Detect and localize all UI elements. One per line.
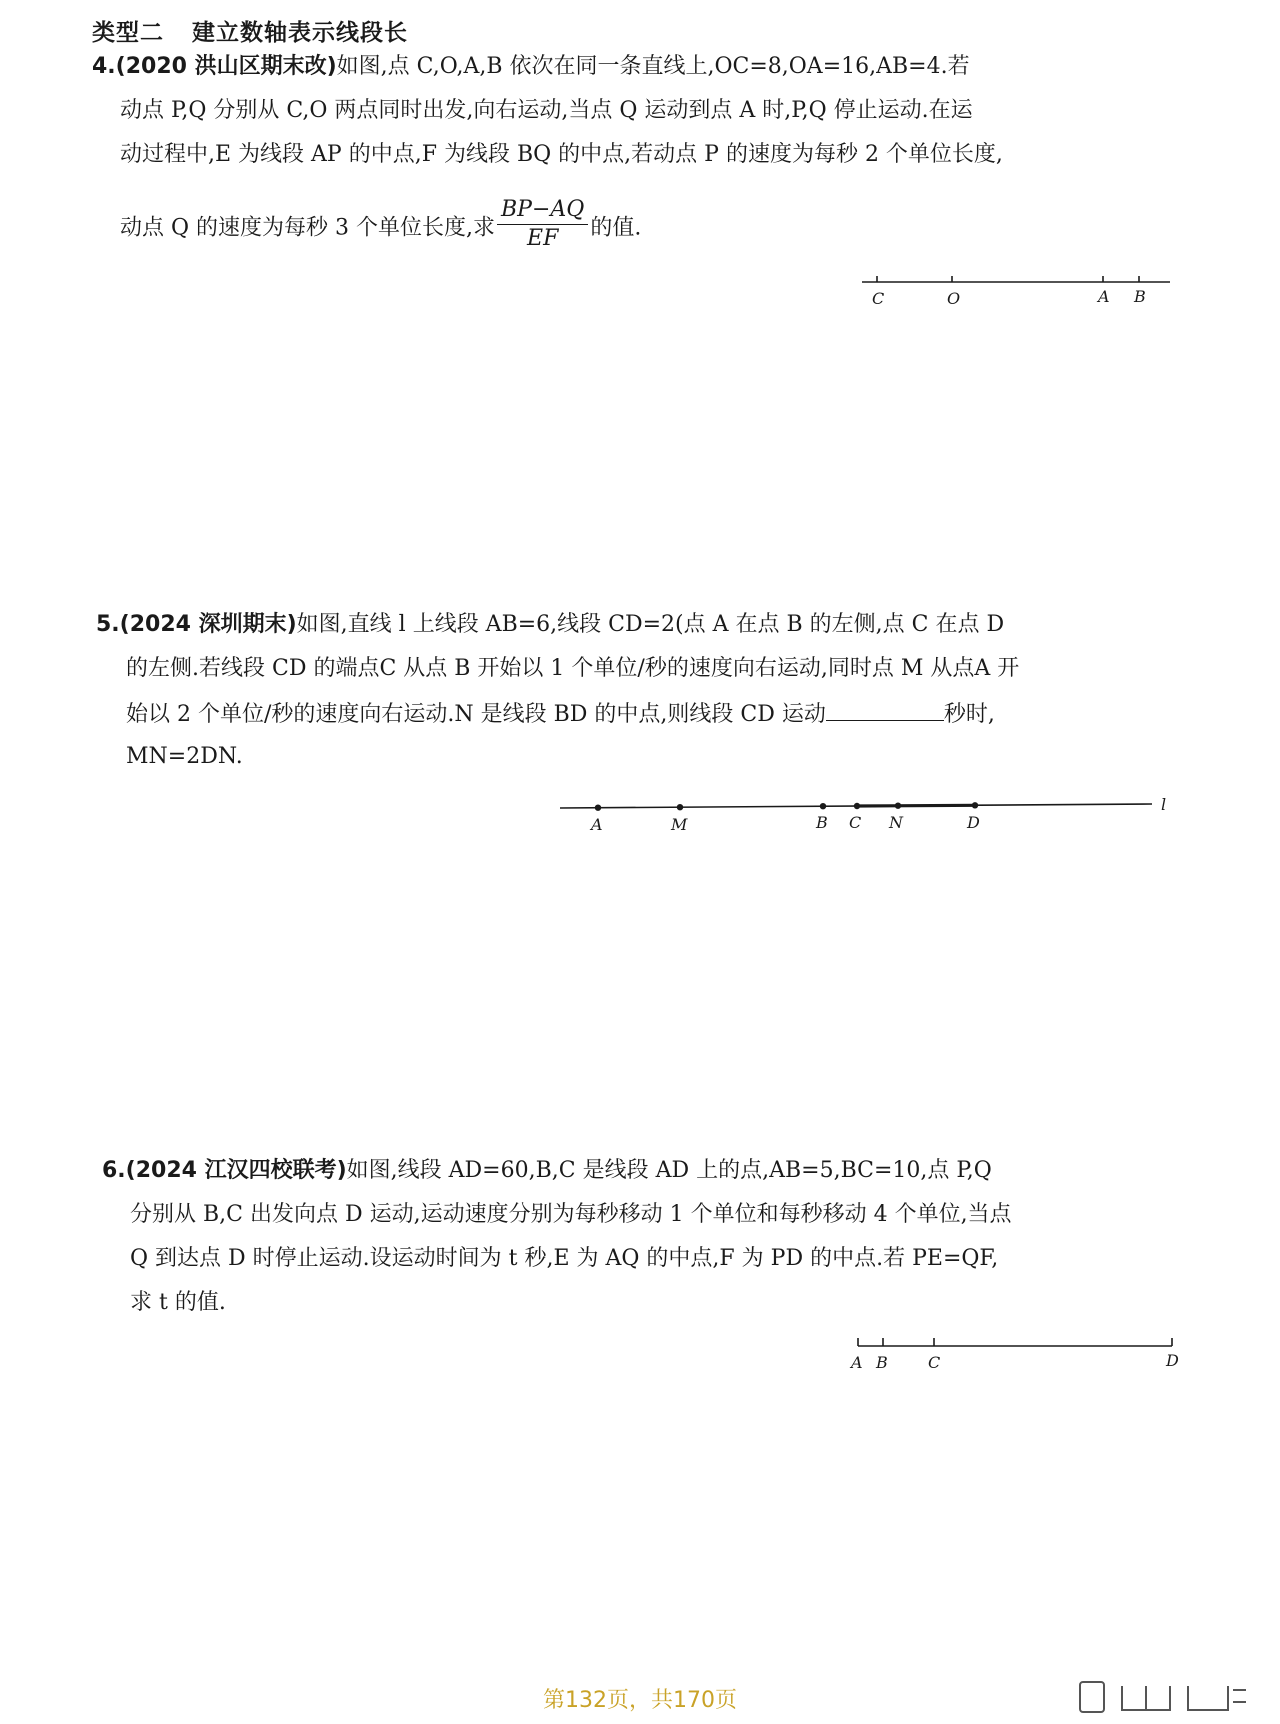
q5-label-n: N [889,813,903,832]
q6-source: (2024 江汉四校联考) [125,1158,347,1183]
q5-label-b: B [816,813,828,832]
q4-number: 4. [92,54,116,79]
two-page-icon[interactable] [1122,1686,1170,1710]
q5-source: (2024 深圳期末) [119,612,297,637]
q5-segment-cd [857,805,975,806]
q5-line-1 [96,610,1004,640]
q4-fraction [497,196,588,253]
q6-label-c: C [928,1353,941,1372]
q6-text-3: Q 到达点 D 时停止运动.设运动时间为 t 秒,E 为 AQ 的中点,F 为 PD 的中点.若 PE=QF, [130,1246,999,1271]
q5-label-c: C [849,813,862,832]
q4-source: (2020 洪山区期末改) [115,54,337,79]
q5-text-3-end: 秒时, [943,702,995,727]
q4-fraction-numerator: BP−AQ [497,196,588,225]
q5-point-b [820,803,826,809]
q4-text-3: 动过程中,E 为线段 AP 的中点,F 为线段 BQ 的中点,若动点 P 的速度为每秒 2 个单位长度, [120,142,1003,167]
q5-point-a [595,805,601,811]
q6-label-a: A [851,1353,863,1372]
scroll-mode-icon[interactable] [1188,1686,1246,1710]
q4-fraction-denominator: EF [527,226,559,251]
q5-number: 5. [96,612,120,637]
q4-label-o: O [947,289,961,308]
q4-text-4-end: 的值. [590,215,642,241]
q5-text-1: 如图,直线 l 上线段 AB=6,线段 CD=2(点 A 在点 B 的左侧,点 C 在点 D [296,612,1005,637]
viewer-toolbar [1078,1680,1258,1714]
single-page-icon[interactable] [1080,1682,1104,1712]
q6-text-2: 分别从 B,C 出发向点 D 运动,运动速度分别为每秒移动 1 个单位和每秒移动 4 个单位,当点 [130,1202,1012,1227]
q4-figure [850,268,1180,312]
section-type: 类型二 [92,20,164,46]
q4-line-4 [120,197,642,257]
q5-line-3 [126,698,995,730]
q4-text-4: 动点 Q 的速度为每秒 3 个单位长度,求 [120,215,496,241]
q5-label-a: A [591,815,603,834]
q6-label-b: B [876,1353,888,1372]
q6-text-4: 求 t 的值. [130,1290,226,1315]
q6-text-1: 如图,线段 AD=60,B,C 是线段 AD 上的点,AB=5,BC=10,点 P,Q [346,1158,992,1183]
page-indicator: 第132页，共170页 [543,1688,737,1713]
q5-label-m: M [671,815,688,834]
q4-line-1 [92,52,970,82]
q6-line-1 [102,1156,992,1186]
q4-text-2: 动点 P,Q 分别从 C,O 两点同时出发,向右运动,当点 Q 运动到点 A 时,P,Q 停止运动.在运 [120,98,973,123]
q5-point-c [854,803,860,809]
q4-text-1: 如图,点 C,O,A,B 依次在同一条直线上,OC=8,OA=16,AB=4.若 [336,54,970,79]
q6-figure [846,1330,1186,1374]
section-title: 建立数轴表示线段长 [192,20,408,46]
q5-text-3: 始以 2 个单位/秒的速度向右运动.N 是线段 BD 的中点,则线段 CD 运动 [126,702,826,727]
q5-point-m [677,804,683,810]
q4-label-b: B [1134,287,1146,306]
q6-number: 6. [102,1158,126,1183]
q5-answer-blank[interactable] [826,698,944,721]
q5-figure [556,790,1186,834]
q4-label-a: A [1098,287,1110,306]
q5-point-d [972,802,978,808]
q4-label-c: C [872,289,885,308]
q5-point-n [895,803,901,809]
q5-label-l: l [1161,795,1167,814]
q5-text-4: MN=2DN. [126,744,243,769]
section-heading [92,14,436,47]
q5-text-2: 的左侧.若线段 CD 的端点C 从点 B 开始以 1 个单位/秒的速度向右运动,同时点 M 从点A 开 [126,656,1020,681]
q5-label-d: D [967,813,980,832]
q6-label-d: D [1166,1351,1179,1370]
